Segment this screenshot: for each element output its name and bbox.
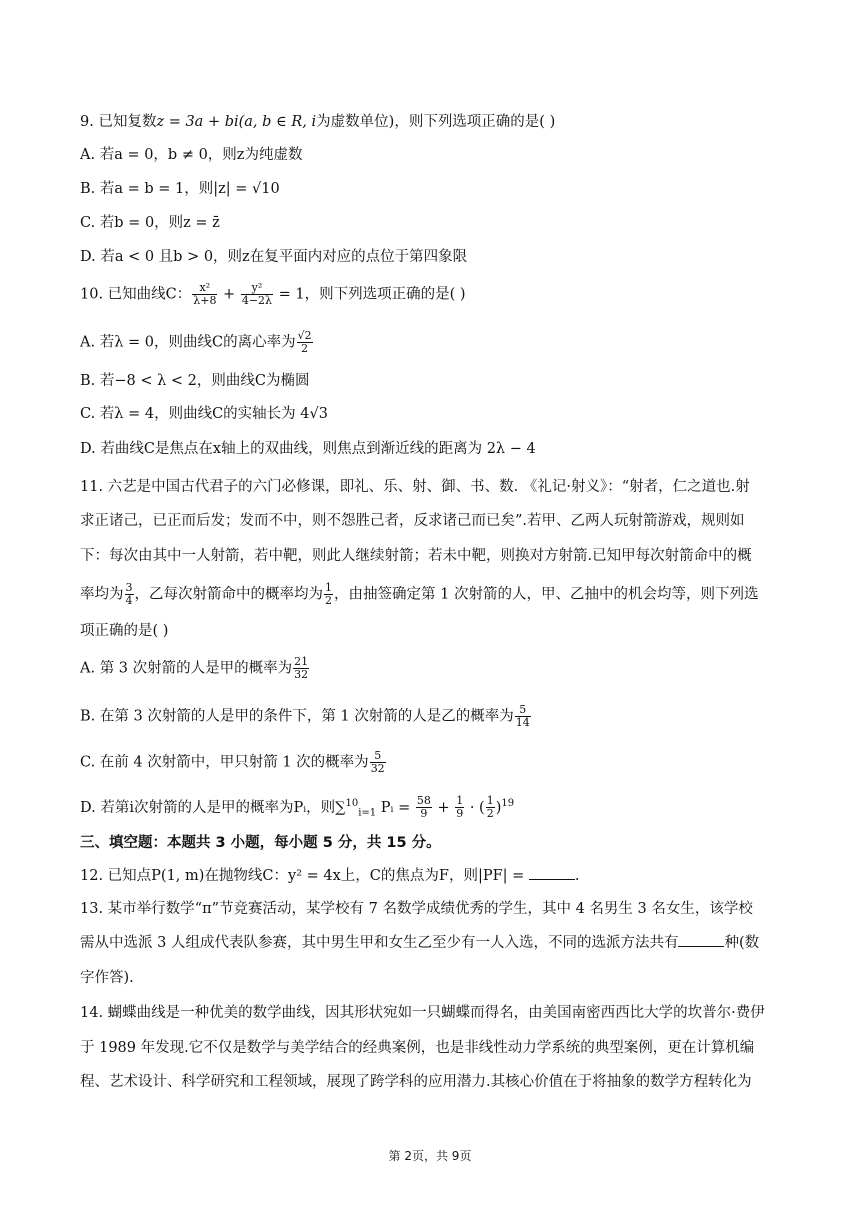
q9-stem-math: z = 3a + bi(a, b ∈ R, i (156, 114, 317, 130)
q11-d-frac-58-9: $\frac{58}{9}$ (416, 794, 431, 821)
section3-heading: 三、填空题：本题共 3 小题，每小题 5 分，共 15 分。 (80, 835, 441, 851)
q10-a-frac: $\frac{√2}{2}$ (297, 329, 312, 355)
q14-line-1: 14. 蝴蝶曲线是一种优美的数学曲线，因其形状宛如一只蝴蝶而得名，由美国南密西西比大学的坎普尔·费伊 (80, 1005, 765, 1021)
q11-option-d: D. 若第i次射箭的人是甲的概率为Pᵢ，则∑$^{10}_{i=1}$ Pᵢ = $\frac{58}{9}$ + $\frac{1}{9}$ · ( $\frac{1}{2}$ )$^{19}$ (80, 794, 515, 821)
q10-option-d: D. 若曲线C是焦点在x轴上的双曲线，则焦点到渐近线的距离为 2λ − 4 (80, 441, 536, 457)
q11-d-frac-1-9: $\frac{1}{9}$ (456, 794, 464, 821)
q11-line-2: 求正诸己，已正而后发；发而不中，则不怨胜己者，反求诸己而已矣”.若甲、乙两人玩射箭游戏，规则如 (80, 513, 745, 529)
q11-d-frac-1-2: $\frac{1}{2}$ (486, 794, 494, 821)
q11-option-b: B. 在第 3 次射箭的人是甲的条件下，第 1 次射箭的人是乙的概率为 $\frac{5}{14}$ (80, 703, 530, 729)
q10-option-a: A. 若λ = 0，则曲线C的离心率为 $\frac{√2}{2}$ (80, 329, 312, 355)
q11-c-frac: $\frac{5}{32}$ (370, 749, 385, 775)
q11-line-3: 下：每次由其中一人射箭，若中靶，则此人继续射箭；若未中靶，则换对方射箭.已知甲每次射箭命中的概 (80, 548, 752, 564)
q13-line-3: 字作答). (80, 970, 134, 986)
q11-line-4: 率均为 $\frac{3}{4}$ ，乙每次射箭命中的概率均为 $\frac{1}{2}$ ，由抽签确定第 1 次射箭的人，甲、乙抽中的机会均等，则下列选 (80, 581, 759, 607)
q9-option-b: B. 若a = b = 1，则|z| = √10 (80, 181, 280, 197)
q10-option-b: B. 若−8 < λ < 2，则曲线C为椭圆 (80, 373, 310, 389)
q12-stem: 12. 已知点P(1, m)在抛物线C：y² = 4x上，C的焦点为F，则|PF| = . (80, 865, 780, 887)
q9-stem-pre: 9. 已知复数 (80, 114, 157, 130)
q11-option-a: A. 第 3 次射箭的人是甲的概率为 $\frac{21}{32}$ (80, 655, 309, 681)
q10-option-c: C. 若λ = 4，则曲线C的实轴长为 4√3 (80, 406, 328, 422)
page-footer: 第 2页，共 9页 (388, 1149, 472, 1163)
q10-stem-post: = 1，则下列选项正确的是( ) (274, 286, 466, 303)
q10-frac-x: $\frac{\text{x²}}{\lambda+8}$ (193, 281, 217, 307)
q14-line-2: 于 1989 年发现.它不仅是数学与美学结合的经典案例，也是非线性动力学系统的典型案例，更在计算机编 (80, 1040, 755, 1056)
q11-a-frac: $\frac{21}{32}$ (294, 655, 309, 681)
q9-stem (80, 111, 780, 133)
q13-line-1: 13. 某市举行数学“π”节竞赛活动，某学校有 7 名数学成绩优秀的学生，其中 4 名男生 3 名女生，该学校 (80, 901, 753, 917)
q14-line-3: 程、艺术设计、科学研究和工程领域，展现了跨学科的应用潜力.其核心价值在于将抽象的数学方程转化为 (80, 1074, 752, 1090)
q9-option-c: C. 若b = 0，则z = z̄ (80, 215, 220, 231)
q11-b-frac: $\frac{5}{14}$ (515, 703, 530, 729)
q11-option-c: C. 在前 4 次射箭中，甲只射箭 1 次的概率为 $\frac{5}{32}$ (80, 749, 385, 775)
q13-answer-blank (678, 932, 724, 947)
q9-option-d: D. 若a < 0 且b > 0，则z在复平面内对应的点位于第四象限 (80, 249, 468, 265)
q10-stem-pre: 10. 已知曲线C： (80, 286, 192, 303)
q11-frac-3-4: $\frac{3}{4}$ (125, 581, 133, 607)
q10-frac-y: $\frac{\text{y²}}{4-2\lambda}$ (241, 281, 273, 307)
q11-frac-1-2: $\frac{1}{2}$ (325, 581, 332, 607)
q9-stem-post: 为虚数单位)，则下列选项正确的是( ) (316, 114, 556, 130)
q12-answer-blank (529, 865, 575, 880)
q13-line-2: 需从中选派 3 人组成代表队参赛，其中男生甲和女生乙至少有一人入选，不同的选派方法共有 种(数 (80, 932, 780, 954)
q11-line-1: 11. 六艺是中国古代君子的六门必修课，即礼、乐、射、御、书、数. 《礼记·射义》：“射者，仁之道也.射 (80, 479, 750, 495)
q9-option-a: A. 若a = 0，b ≠ 0，则z为纯虚数 (80, 147, 303, 163)
q10-stem: 10. 已知曲线C： $\frac{\text{x²}}{\lambda+8}$ + $\frac{\text{y²}}{4-2\lambda}$ = 1，则下列选项正确的是( ) (80, 281, 466, 307)
q11-line-5: 项正确的是( ) (80, 623, 169, 639)
